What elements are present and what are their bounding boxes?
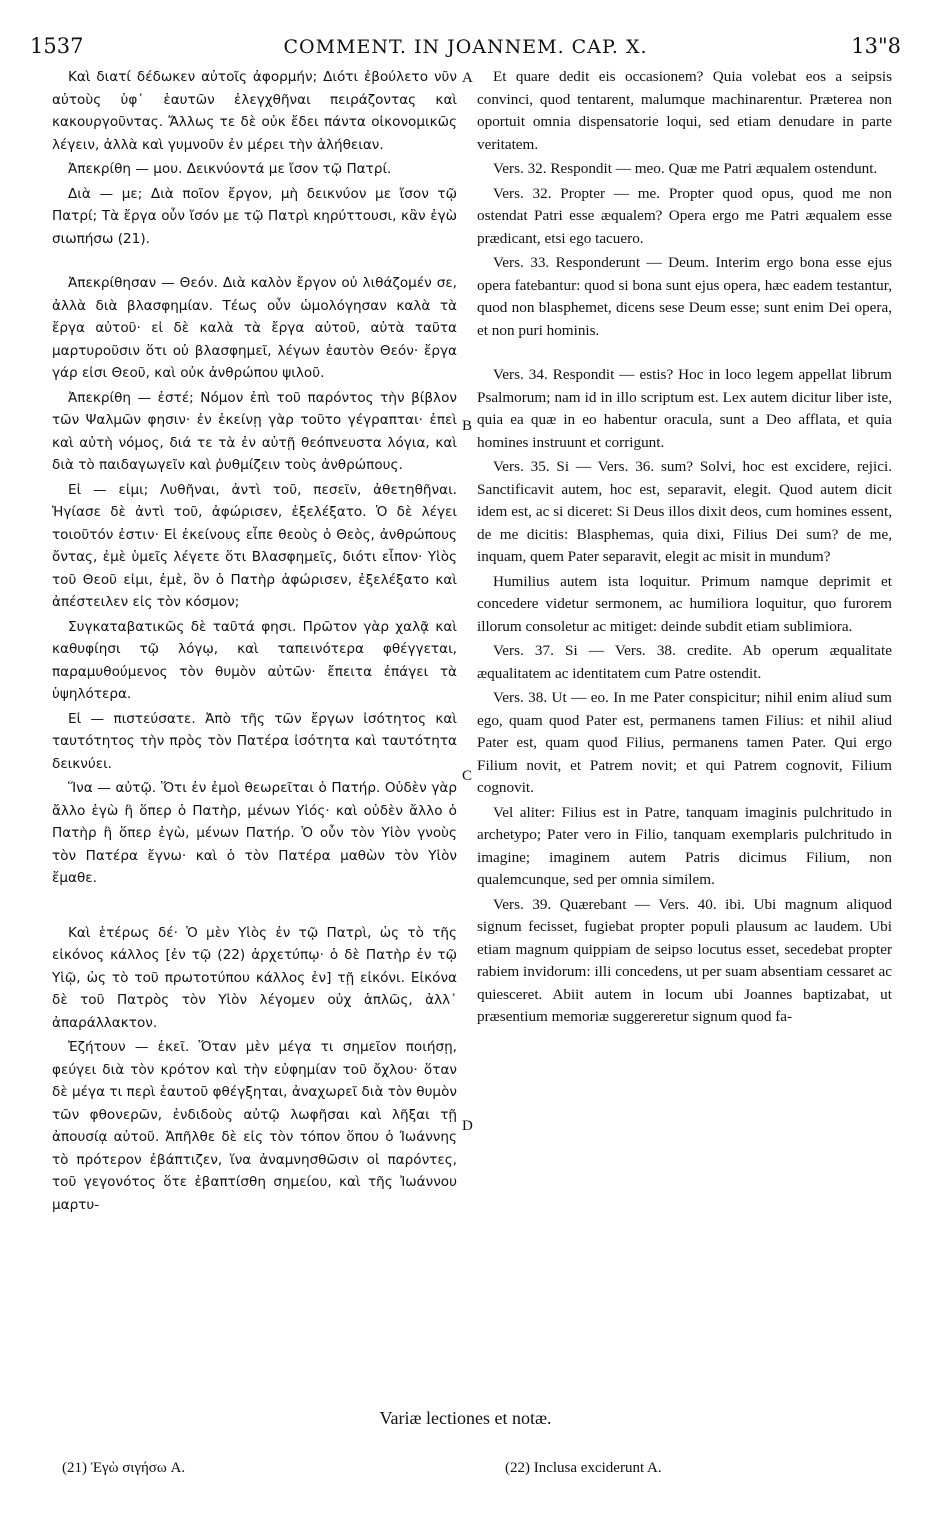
greek-paragraph: Διὰ — με; Διὰ ποῖον ἔργον, μὴ δεικνύον με ἴσον τῷ Πατρί; Τὰ ἔργα οὖν ἴσόν με τῷ Πατρὶ κηρύττουσι, κἂν ἐγὼ σιωπήσω (21). — [52, 185, 457, 247]
notes-heading: Variæ lectiones et notæ. — [379, 1408, 552, 1428]
latin-paragraph: Vers. 34. Respondit — estis? Hoc in loco legem appellat librum Psalmorum; nam id in illo scriptum est. Lex autem dicitur liber iste, quia ea quæ in eo habentur oracula, sunt a Deo afflata, et quia homines instruunt et corrigunt. — [477, 366, 892, 451]
latin-paragraph: Vers. 39. Quærebant — Vers. 40. ibi. Ubi magnum aliquod signum fecisset, fugiebat propter populi plausum ac laudem. Ubi etiam magnum quippiam de seipso locutus esset, secedebat propter rabiem invidorum: illi concedens, ut per suam absentiam cessaret ac quiesceret. Abiit autem in locum ubi Joannes baptizabat, ut præsentium memoriæ suggereretur signum quod fa- — [477, 895, 892, 1025]
footnote-21: (21) Ἐγὼ σιγήσω A. — [62, 1460, 186, 1476]
latin-paragraph: Vers. 33. Responderunt — Deum. Interim ergo bona esse ejus opera fatebantur: quod si bona sunt ejus opera, hæc eadem testantur, quod non blasphemet, dicens sese Deum esse; sunt enim Dei opera, et non puri hominis. — [477, 254, 892, 339]
greek-column — [52, 66, 457, 1218]
running-title: COMMENT. IN JOANNEM. CAP. X. — [283, 36, 648, 58]
greek-paragraph: Ἀπεκρίθη — μου. Δεικνύοντά με ἴσον τῷ Πατρί. — [68, 161, 392, 177]
greek-paragraph: Ἀπεκρίθη — ἐστέ; Νόμον ἐπὶ τοῦ παρόντος τὴν βίβλον τῶν Ψαλμῶν φησιν· ἐν ἐκείνῃ γὰρ τοῦτο γέγραπται· ἐπεὶ καὶ αὐτὴ νόμος, διά τε τὰ ἐν αὐτῇ θεόπνευστα λόγια, καὶ διὰ τὸ παιδαγωγεῖν καὶ ῥυθμίζειν τοὺς ἀνθρώπους. — [52, 389, 457, 473]
latin-paragraph: Vers. 38. Ut — eo. In me Pater conspicitur; nihil enim aliud sum ego, quam quod Pater est, permanens tamen Filius: et nihil aliud Pater est, quam quod Filius, permanens tamen Pater. Qui ergo Filium novit, et Patrem novit; et qui Patrem cognovit, Filium cognovit. — [477, 689, 892, 796]
latin-paragraph: Vers. 35. Si — Vers. 36. sum? Solvi, hoc est excidere, rejici. Sanctificavit autem, hoc est, separavit, elegit. Quod autem dicit idem est, ac si diceret: Si Deus illos dixit deos, cum homines essent, de me dicitis: Blasphemas, quia dixi, Filius Dei sum? de me, inquam, quem Pater separavit, elegit ac misit in mundum? — [477, 458, 892, 565]
greek-paragraph: Ἐζήτουν — ἐκεῖ. Ὅταν μὲν μέγα τι σημεῖον ποιήσῃ, φεύγει διὰ τὸν κρότον καὶ τὴν εὐφημίαν τοῦ ὄχλου· ὅταν δὲ μέγα τι περὶ ἑαυτοῦ φθέγξηται, ἀναχωρεῖ διὰ τὸν θυμὸν τῶν φθονερῶν, ἐνδιδοὺς αὐτῷ λωφῆσαι καὶ λῆξαι τῇ ἀπουσίᾳ αὐτοῦ. Ἀπῆλθε δὲ εἰς τὸν τόπον ὅπου ὁ Ἰωάννης τὸ πρότερον ἐβάπτιζεν, ἵνα ἀναμνησθῶσιν οἱ παρόντες, τοῦ γεγονότος ὅτε ἐβαπτίσθη σημείου, καὶ τῆς Ἰωάννου μαρτυ- — [52, 1039, 457, 1213]
greek-paragraph: Καὶ ἑτέρως δέ· Ὁ μὲν Υἱὸς ἐν τῷ Πατρὶ, ὡς τὸ τῆς εἰκόνος κάλλος [ἐν τῷ (22) ἀρχετύπῳ· ὁ δὲ Πατὴρ ἐν τῷ Υἱῷ, ὡς τὸ τοῦ πρωτοτύπου κάλλος ἐν] τῇ εἰκόνι. Εἰκόνα δὲ τοῦ Πατρὸς τὸν Υἱὸν λέγομεν οὐχ ἁπλῶς, ἀλλ᾽ ἀπαράλλακτον. — [52, 924, 457, 1031]
page-number-right: 13"8 — [851, 34, 901, 58]
margin-marker-a: A — [462, 70, 473, 86]
latin-paragraph: Vers. 32. Propter — me. Propter quod opus, quod me non ostendat Patri esse æqualem? Opera ergo me Patri æqualem esse prædicant, etsi ego tacuero. — [477, 184, 892, 247]
margin-marker-b: B — [462, 418, 473, 434]
page-number-left: 1537 — [30, 34, 84, 58]
latin-paragraph: Vers. 37. Si — Vers. 38. credite. Ab operum æqualitate æqualitatem ac identitatem cum Patre ostendit. — [477, 642, 892, 682]
greek-paragraph: Ἵνα — αὐτῷ. Ὅτι ἐν ἐμοὶ θεωρεῖται ὁ Πατήρ. Οὐδὲν γὰρ ἄλλο ἐγὼ ἢ ὅπερ ὁ Πατὴρ, μένων Υἱός· καὶ οὐδὲν ἄλλο ὁ Πατὴρ ἢ ὅπερ ἐγὼ, μένων Πατήρ. Ὁ οὖν τὸν Υἱὸν γνοὺς τὸν Πατέρα ἔγνω· καὶ ὁ τὸν Πατέρα μαθὼν τὸν Υἱὸν ἔμαθε. — [52, 780, 457, 886]
margin-marker-c: C — [462, 768, 473, 784]
latin-paragraph: Et quare dedit eis occasionem? Quia volebat eos a seipsis convinci, quod tentarent, malumque machinarentur. Præterea non oportuit omnia dispensatorie loqui, sed etiam denudare in parte veritatem. — [477, 68, 892, 153]
greek-paragraph: Συγκαταβατικῶς δὲ ταῦτά φησι. Πρῶτον γὰρ χαλᾷ καὶ καθυφίησι τῷ λόγῳ, καὶ ταπεινότερα φθέγγεται, παραμυθούμενος τὸν θυμὸν αὐτῶν· ἔπειτα ἐπάγει τὰ ὑψηλότερα. — [52, 618, 457, 702]
greek-paragraph: Εἰ — εἰμι; Λυθῆναι, ἀντὶ τοῦ, πεσεῖν, ἀθετηθῆναι. Ἡγίασε δὲ ἀντὶ τοῦ, ἀφώρισεν, ἐξελέξατο. Ὁ δὲ λέγει τοιοῦτόν ἐστιν· Εἰ ἐκείνους εἶπε θεοὺς ὁ Θεὸς, ἀνθρώπους ὄντας, ἐμὲ ὑμεῖς λέγετε ὅτι Βλασφημεῖς, διότι εἶπον· Υἱὸς τοῦ Θεοῦ εἰμι, ἐμὲ, ὃν ὁ Πατὴρ ἀφώρισεν, ἐξελέξατο καὶ ἀπέστειλεν εἰς τὸν κόσμον; — [52, 481, 457, 610]
greek-paragraph: Καὶ διατί δέδωκεν αὐτοῖς ἀφορμήν; Διότι ἐβούλετο νῦν αὐτοὺς ὑφ᾽ ἑαυτῶν ἐλεγχθῆναι πειράζοντας καὶ κακουργοῦντας. Ἄλλως τε δὲ οὐκ ἔδει πάντα οἰκονομικῶς λέγειν, ἀλλὰ καὶ γυμνοῦν ἐν μέρει τὴν ἀλήθειαν. — [52, 69, 457, 153]
margin-marker-d: D — [462, 1118, 473, 1134]
latin-paragraph: Vers. 32. Respondit — meo. Quæ me Patri æqualem ostendunt. — [493, 160, 878, 177]
footnote-22: (22) Inclusa exciderunt A. — [505, 1460, 662, 1476]
latin-paragraph: Vel aliter: Filius est in Patre, tanquam imaginis pulchritudo in archetypo; Pater vero in Filio, tanquam exemplaris pulchritudo in imagine; imaginem autem Patris dicimus Filium, non qualemcunque, sed per omnia similem. — [477, 803, 892, 888]
greek-paragraph: Ἀπεκρίθησαν — Θεόν. Διὰ καλὸν ἔργον οὐ λιθάζομέν σε, ἀλλὰ διὰ βλασφημίαν. Τέως οὖν ὡμολόγησαν καλὰ τὰ ἔργα αὐτοῦ· εἰ δὲ καλὰ τὰ ἔργα αὐτοῦ, αὐτὰ ταῦτα μαρτυροῦσιν ὅτι οὐ βλασφημεῖ, λέγων ἑαυτὸν Θεόν· ἔργα γάρ εἰσι Θεοῦ, καὶ οὐκ ἀνθρώπου ψιλοῦ. — [52, 275, 457, 381]
greek-paragraph: Εἰ — πιστεύσατε. Ἀπὸ τῆς τῶν ἔργων ἰσότητος καὶ ταυτότητος τὴν πρὸς τὸν Πατέρα ἰσότητα καὶ ταυτότητα δεικνύει. — [52, 710, 457, 772]
latin-paragraph: Humilius autem ista loquitur. Primum namque deprimit et concedere videtur sermonem, ac humiliora loquitur, quo furorem illorum consoletur ac mitiget: deinde subdit etiam sublimiora. — [477, 572, 892, 635]
latin-column — [477, 66, 892, 1031]
running-header — [30, 34, 901, 62]
